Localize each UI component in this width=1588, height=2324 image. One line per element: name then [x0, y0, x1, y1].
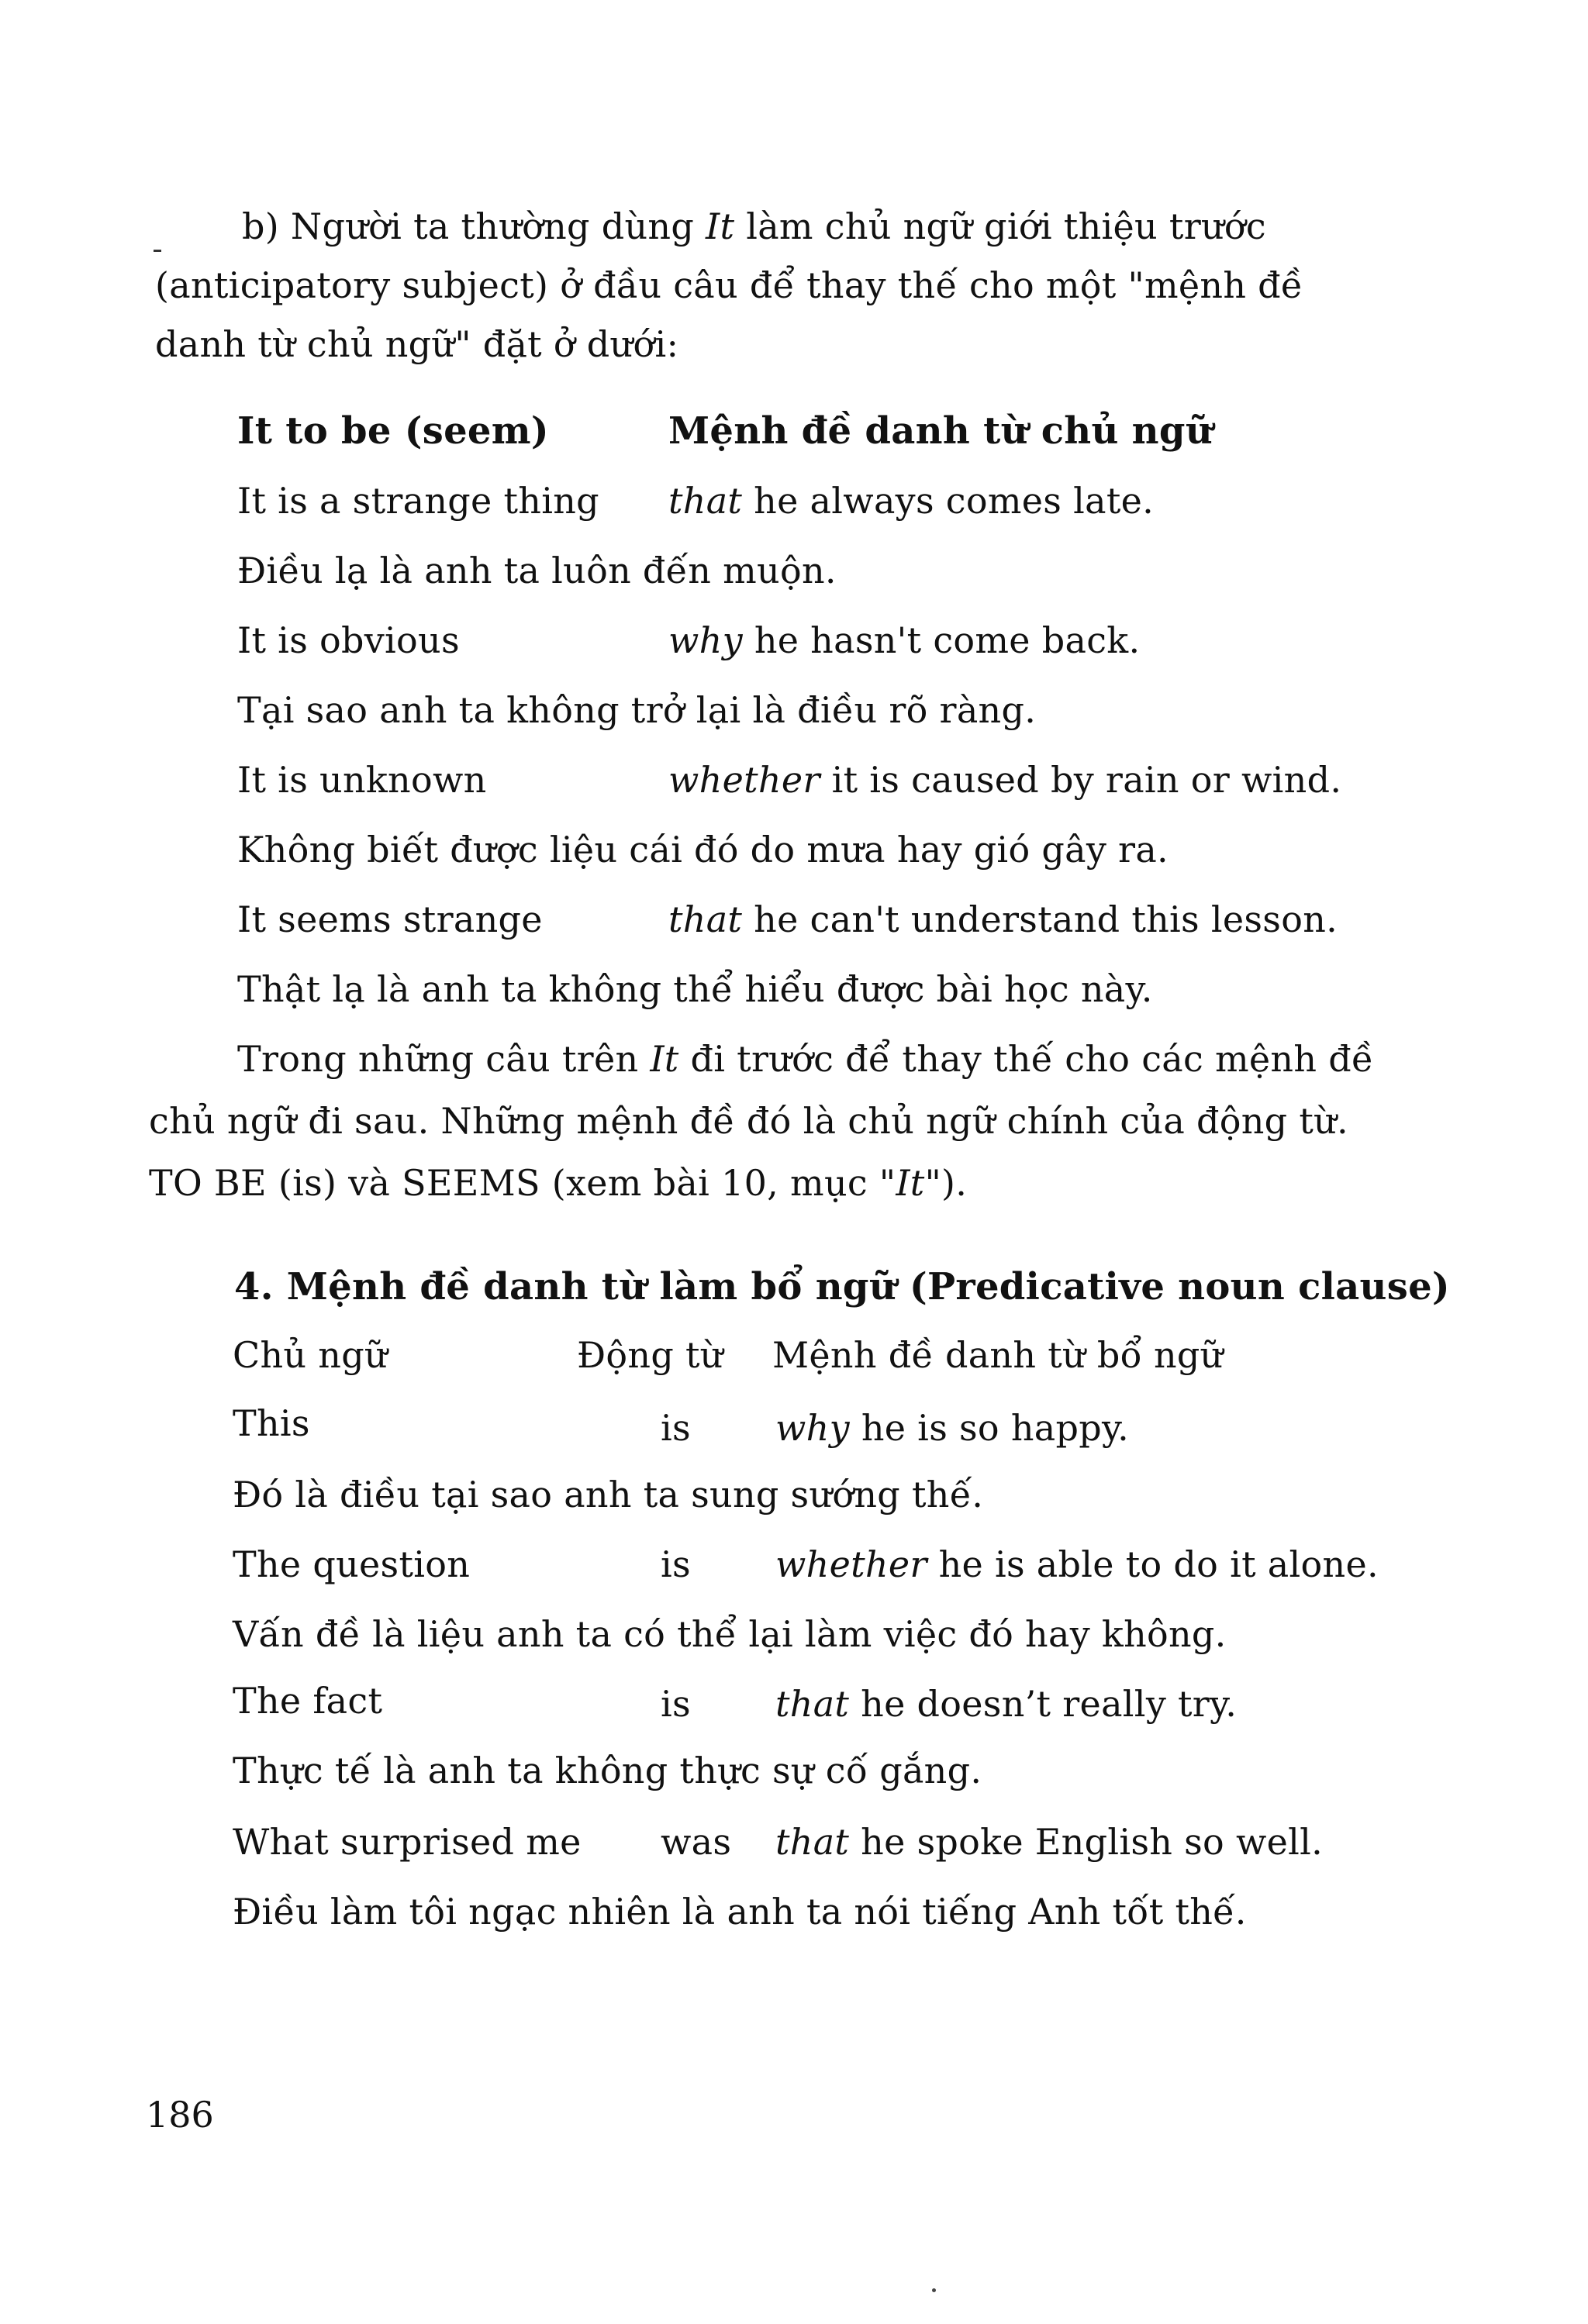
table1-header-right: Mệnh đề danh từ chủ ngữ	[668, 409, 1213, 453]
section4-row-4-clause: that he spoke English so well.	[775, 1821, 1324, 1863]
section-4-title: 4. Mệnh đề danh từ làm bổ ngữ (Predicative noun clause)	[234, 1265, 1450, 1309]
section4-row-1-verb: is	[661, 1407, 691, 1449]
section4-row-4-translation: Điều làm tôi ngạc nhiên là anh ta nói tiếng Anh tốt thế.	[233, 1891, 1247, 1933]
section4-row-1-clause: why he is so happy.	[775, 1407, 1130, 1449]
table1-row-1-translation: Điều lạ là anh ta luôn đến muộn.	[237, 550, 837, 591]
table1-row-2-left: It is obvious	[237, 619, 460, 661]
section4-row-3-verb: is	[661, 1683, 691, 1725]
it-keyword: It	[650, 1038, 679, 1080]
table1-row-2-translation: Tại sao anh ta không trở lại là điều rõ ràng.	[237, 689, 1037, 731]
part-b-line-3: danh từ chủ ngữ" đặt ở dưới:	[155, 323, 679, 365]
table1-row-3-translation: Không biết được liệu cái đó do mưa hay gió gây ra.	[237, 829, 1169, 871]
table1-row-4-right: that he can't understand this lesson.	[668, 898, 1338, 940]
para-line-1: Trong những câu trên It đi trước để thay thế cho các mệnh đề	[237, 1038, 1374, 1080]
table1-row-1-left: It is a strange thing	[237, 480, 599, 522]
table1-row-3-left: It is unknown	[237, 759, 487, 801]
scan-mark	[154, 250, 161, 252]
para-line-2: chủ ngữ đi sau. Những mệnh đề đó là chủ ngữ chính của động từ.	[149, 1100, 1348, 1142]
it-keyword: It	[706, 205, 735, 247]
section4-row-2-translation: Vấn đề là liệu anh ta có thể lại làm việc đó hay không.	[233, 1613, 1227, 1655]
section4-row-1-translation: Đó là điều tại sao anh ta sung sướng thế.	[233, 1474, 984, 1515]
section4-row-1-subject: This	[233, 1402, 310, 1444]
scan-speck	[932, 2288, 936, 2292]
section4-row-3-clause: that he doesn’t really try.	[775, 1683, 1238, 1725]
section4-row-3-translation: Thực tế là anh ta không thực sự cố gắng.	[233, 1750, 982, 1791]
section4-row-4-verb: was	[661, 1821, 732, 1863]
section4-col-subject: Chủ ngữ	[233, 1334, 388, 1376]
section4-row-2-verb: is	[661, 1543, 691, 1585]
section4-row-3-subject: The fact	[233, 1680, 383, 1722]
section4-col-clause: Mệnh đề danh từ bổ ngữ	[772, 1334, 1224, 1376]
page-number: 186	[146, 2094, 214, 2136]
para-line-3: TO BE (is) và SEEMS (xem bài 10, mục "It").	[149, 1162, 968, 1204]
table1-row-2-right: why he hasn't come back.	[668, 619, 1141, 661]
part-b-line-1: b) Người ta thường dùng It làm chủ ngữ giới thiệu trước	[242, 205, 1266, 247]
table1-header-left: It to be (seem)	[237, 409, 549, 453]
section4-col-verb: Động từ	[577, 1334, 723, 1376]
part-b-line-2: (anticipatory subject) ở đầu câu để thay thế cho một "mệnh đề	[155, 264, 1303, 306]
section4-row-4-subject: What surprised me	[233, 1821, 582, 1863]
table1-row-4-left: It seems strange	[237, 898, 543, 940]
section4-row-2-subject: The question	[233, 1543, 471, 1585]
table1-row-3-right: whether it is caused by rain or wind.	[668, 759, 1342, 801]
table1-row-4-translation: Thật lạ là anh ta không thể hiểu được bài học này.	[237, 968, 1153, 1010]
table1-row-1-right: that he always comes late.	[668, 480, 1155, 522]
section4-row-2-clause: whether he is able to do it alone.	[775, 1543, 1379, 1585]
